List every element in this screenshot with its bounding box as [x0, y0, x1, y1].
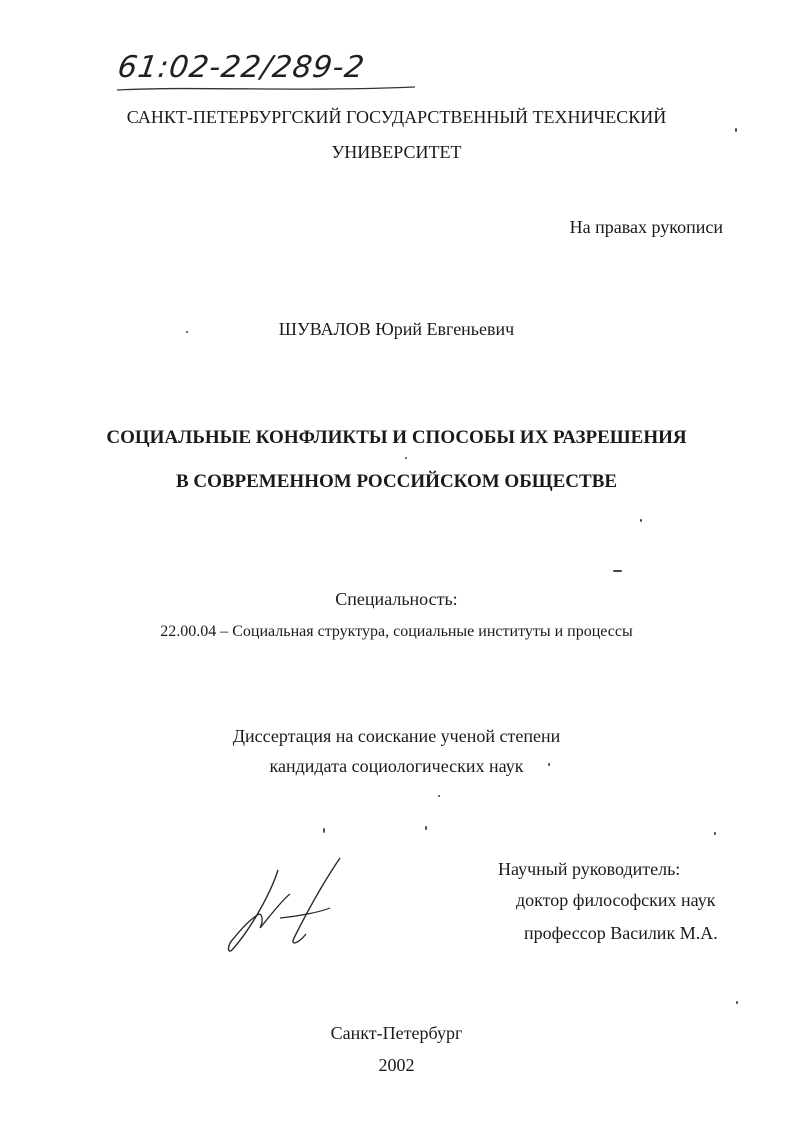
scan-speck [613, 570, 622, 572]
archive-number-underline [115, 82, 425, 94]
degree-line1: Диссертация на соискание ученой степени [232, 726, 561, 746]
supervisor-label: Научный руководитель: [498, 859, 681, 879]
specialty-value: 22.00.04 – Социальная структура, социальные институты и процессы [160, 623, 633, 640]
scan-speck [438, 795, 440, 797]
scan-speck [714, 832, 716, 835]
scan-speck [736, 1001, 738, 1004]
scan-speck [640, 519, 642, 522]
manuscript-rights: На правах рукописи [569, 217, 723, 237]
author-name: ШУВАЛОВ Юрий Евгеньевич [278, 319, 515, 339]
scan-speck [425, 826, 427, 830]
supervisor-name: профессор Василик М.А. [524, 923, 718, 943]
specialty-label: Специальность: [335, 589, 458, 609]
signature [220, 850, 350, 960]
dissertation-title-line1: СОЦИАЛЬНЫЕ КОНФЛИКТЫ И СПОСОБЫ ИХ РАЗРЕШЕНИЯ [106, 427, 687, 448]
scan-speck [323, 828, 325, 833]
university-name-line1: САНКТ-ПЕТЕРБУРГСКИЙ ГОСУДАРСТВЕННЫЙ ТЕХНИЧЕСКИЙ [126, 107, 667, 127]
degree-line2: кандидата социологических наук [269, 756, 524, 776]
scan-speck [186, 331, 188, 333]
scan-speck [735, 128, 737, 132]
archive-number: 61:02-22/289-2 [115, 50, 368, 85]
university-name-line2: УНИВЕРСИТЕТ [331, 142, 462, 162]
scan-speck [405, 457, 407, 459]
supervisor-degree: доктор философских наук [516, 890, 716, 910]
scan-speck [548, 763, 550, 766]
dissertation-title-line2: В СОВРЕМЕННОМ РОССИЙСКОМ ОБЩЕСТВЕ [175, 471, 618, 492]
city: Санкт-Петербург [330, 1023, 463, 1043]
year: 2002 [378, 1055, 415, 1075]
